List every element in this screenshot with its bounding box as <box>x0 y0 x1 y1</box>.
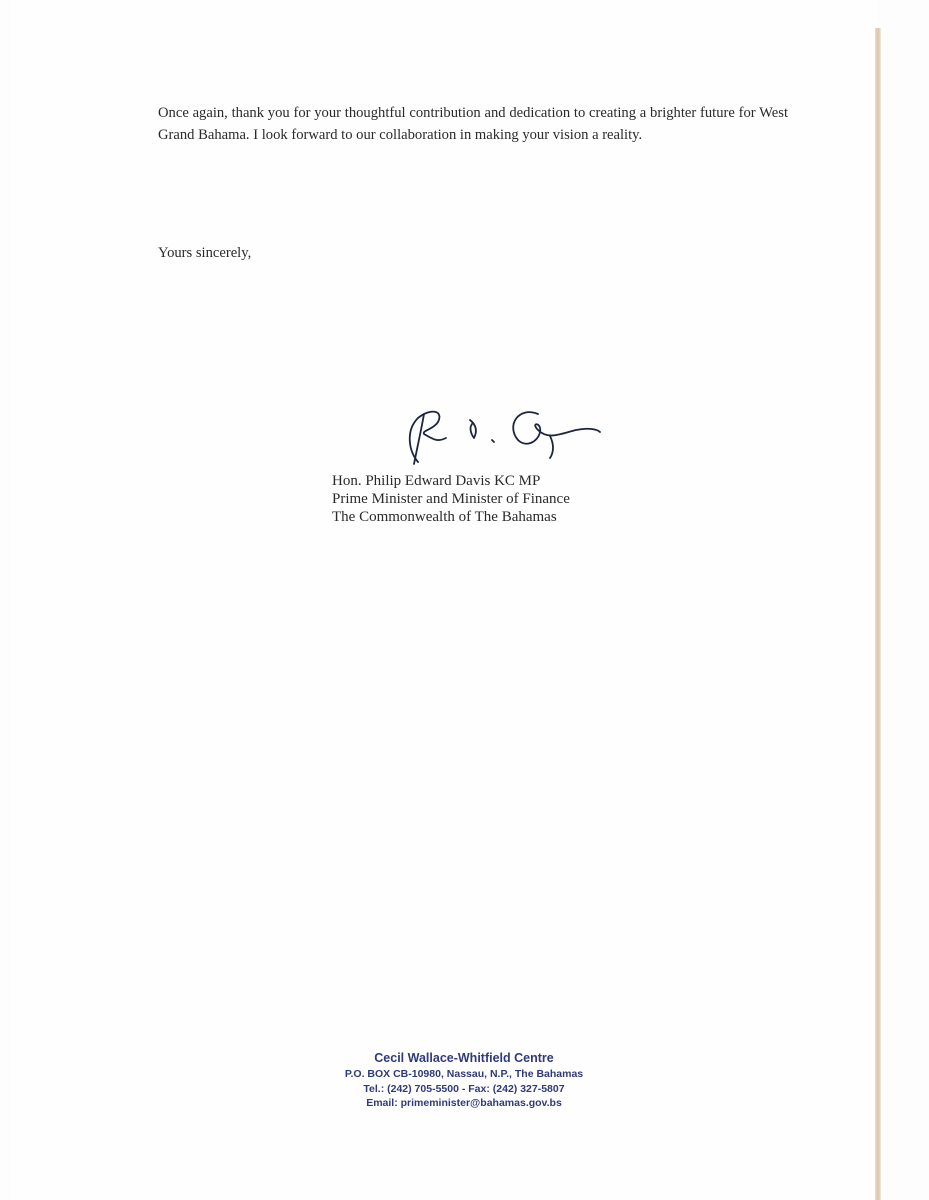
footer-org: Cecil Wallace-Whitfield Centre <box>374 1051 554 1065</box>
paper-edge <box>875 28 881 1200</box>
footer-address: P.O. BOX CB-10980, Nassau, N.P., The Bahamas <box>344 1068 584 1080</box>
closing-paragraph: Once again, thank you for your thoughtful contribution and dedication to creating a brighter future for West Grand Bahama. I look forward to our collaboration in making your vision a reality. <box>158 105 788 143</box>
signatory-block <box>332 472 632 526</box>
signatory-title: Prime Minister and Minister of Finance <box>332 491 570 507</box>
footer-phone: Tel.: (242) 705-5500 - Fax: (242) 327-5807 <box>363 1082 565 1095</box>
salutation: Yours sincerely, <box>158 245 252 261</box>
signature <box>378 400 618 470</box>
signatory-name: Hon. Philip Edward Davis KC MP <box>332 473 541 489</box>
letter-sheet <box>10 0 878 1200</box>
letterhead-footer <box>290 1050 638 1111</box>
signatory-organization: The Commonwealth of The Bahamas <box>332 509 557 525</box>
footer-email[interactable]: Email: primeminister@bahamas.gov.bs <box>366 1097 562 1109</box>
